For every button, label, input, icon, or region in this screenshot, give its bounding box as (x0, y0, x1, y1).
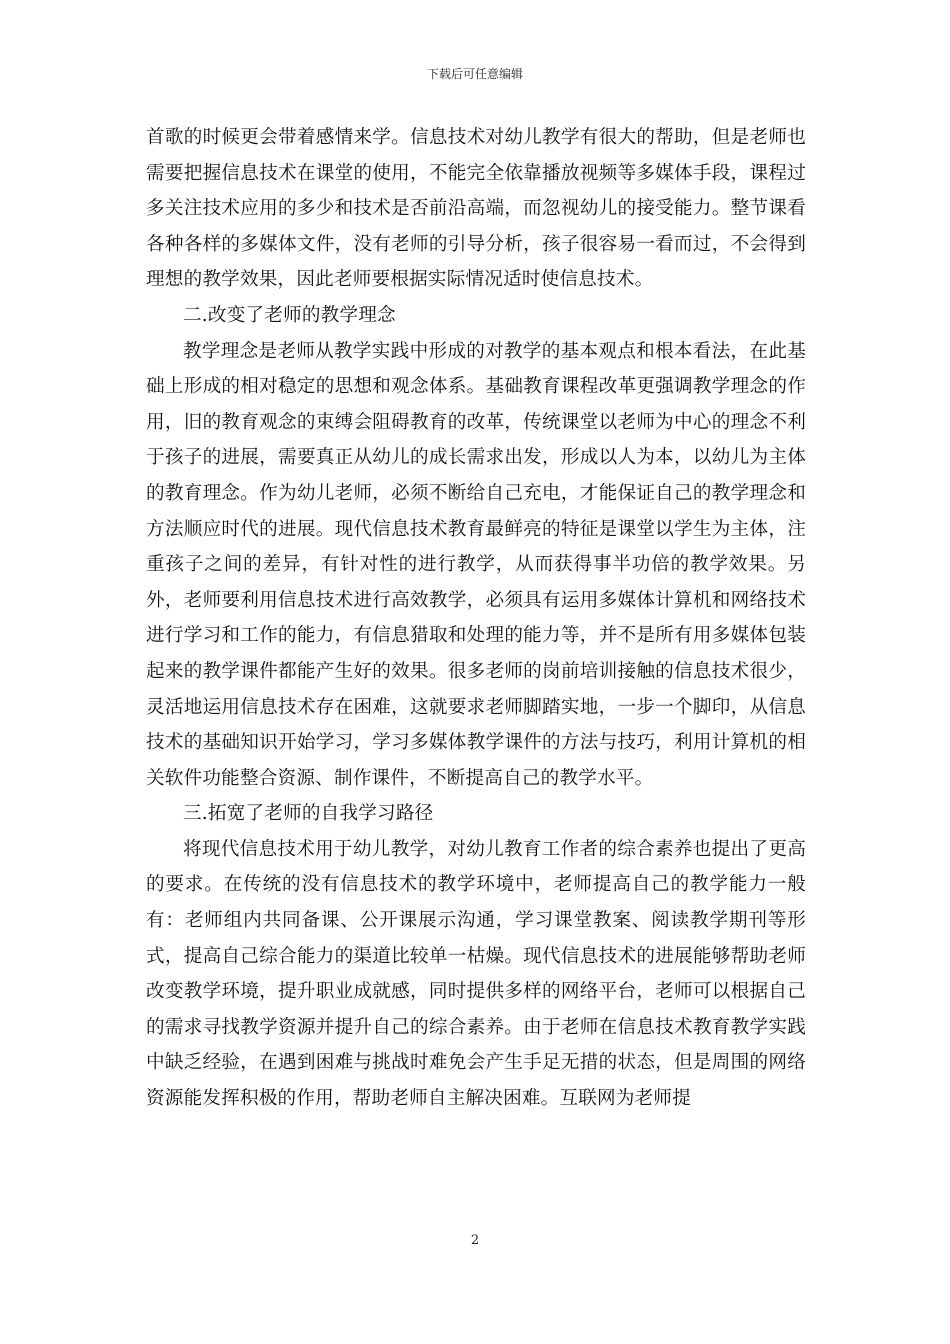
page-header: 下载后可任意编辑 (426, 67, 523, 81)
section-heading-2: 二.改变了老师的教学理念 (183, 304, 396, 326)
paragraph-teaching-philosophy: 教学理念是老师从教学实践中形成的对教学的基本观点和根本看法，在此基础上形成的相对稳定的思想和观念体系。基础教育课程改革更强调教学理念的作用，旧的教育观念的束缚会阻碍教育的改革，传统课堂以老师为中心的理念不利于孩子的进展，需要真正从幼儿的成长需求出发，形成以人为本，以幼儿为主体的教育理念。作为幼儿老师，必须不断给自己充电，才能保证自己的教学理念和方法顺应时代的进展。现代信息技术教育最鲜亮的特征是课堂以学生为主体，注重孩子之间的差异，有针对性的进行教学，从而获得事半功倍的教学效果。另外，老师要利用信息技术进行高效教学，必须具有运用多媒体计算机和网络技术进行学习和工作的能力，有信息猎取和处理的能力等，并不是所有用多媒体包装起来的教学课件都能产生好的效果。很多老师的岗前培训接触的信息技术很少，灵活地运用信息技术存在困难，这就要求老师脚踏实地，一步一个脚印，从信息技术的基础知识开始学习，学习多媒体教学课件的方法与技巧，利用计算机的相关软件功能整合资源、制作课件，不断提高自己的教学水平。 (146, 340, 806, 789)
page-number: 2 (470, 1233, 480, 1248)
paragraph-self-learning: 将现代信息技术用于幼儿教学，对幼儿教育工作者的综合素养也提出了更高的要求。在传统的没有信息技术的教学环境中，老师提高自己的教学能力一般有：老师组内共同备课、公开课展示沟通，学习课堂教案、阅读教学期刊等形式，提高自己综合能力的渠道比较单一枯燥。现代信息技术的进展能够帮助老师改变教学环境，提升职业成就感，同时提供多样的网络平台，老师可以根据自己的需求寻找教学资源并提升自己的综合素养。由于老师在信息技术教育教学实践中缺乏经验，在遇到困难与挑战时难免会产生手足无措的状态，但是周围的网络资源能发挥积极的作用，帮助老师自主解决困难。互联网为老师提 (146, 838, 806, 1110)
section-heading-3: 三.拓宽了老师的自我学习路径 (183, 803, 434, 825)
document-body (146, 120, 806, 1117)
paragraph-continued: 首歌的时候更会带着感情来学。信息技术对幼儿教学有很大的帮助，但是老师也需要把握信息技术在课堂的使用，不能完全依靠播放视频等多媒体手段，课程过多关注技术应用的多少和技术是否前沿高端，而忽视幼儿的接受能力。整节课看各种各样的多媒体文件，没有老师的引导分析，孩子很容易一看而过，不会得到理想的教学效果，因此老师要根据实际情况适时使信息技术。 (146, 127, 806, 291)
